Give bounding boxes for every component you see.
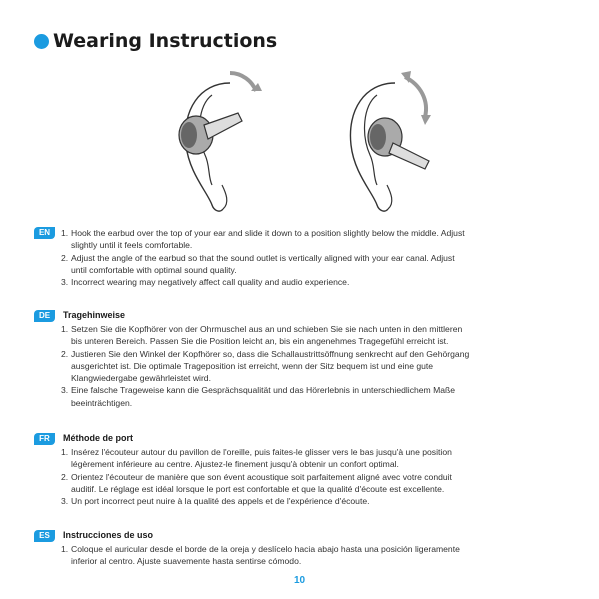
page-title: Wearing Instructions bbox=[53, 30, 278, 52]
instruction-list-en bbox=[61, 227, 465, 288]
language-badge-fr: FR bbox=[34, 433, 55, 445]
language-badge-de: DE bbox=[34, 310, 55, 322]
list-item: 1. Coloque el auricular desde el borde de la oreja y deslícelo hacia abajo hasta una posición ligeramente inferior al centro. Ajuste suavemente hasta sentirse cómodo. bbox=[61, 544, 460, 567]
instruction-list-es bbox=[61, 543, 460, 568]
page-number: 10 bbox=[293, 575, 306, 586]
arrow-head-icon bbox=[421, 115, 431, 125]
list-item: 1. Insérez l'écouteur autour du pavillon de l'oreille, puis faites-le glisser vers le bas jusqu'à une position légèrement inférieure au centre. Ajustez-le finement jusqu'à obtenir un confort optimal. bbox=[61, 447, 452, 470]
rotate-arrow-icon bbox=[230, 73, 256, 91]
ear-lobe bbox=[222, 185, 227, 209]
list-item: 3. Incorrect wearing may negatively affect call quality and audio experience. bbox=[61, 277, 350, 288]
page-header bbox=[34, 30, 277, 52]
list-item: 2. Justieren Sie den Winkel der Kopfhörer so, dass die Schallaustrittsöffnung senkrecht auf den Gehörgang ausgerichtet ist. Die optimale Trageposition ist erreicht, wenn der Sitz bequem ist und eine gute Klangwiedergabe gewährleistet wird. bbox=[61, 348, 470, 384]
ear-adjust-angle-illustration bbox=[325, 65, 455, 215]
language-badge-es: ES bbox=[34, 530, 55, 542]
earbud-icon bbox=[179, 113, 242, 154]
rotate-arrow-icon bbox=[405, 77, 426, 117]
earbud-icon bbox=[368, 118, 429, 169]
instruction-list-de bbox=[61, 323, 469, 409]
list-item: 1. Setzen Sie die Kopfhörer von der Ohrmuschel aus an und schieben Sie sie nach unten in den mittleren bis unteren Bereich. Passen Sie die Position leicht an, bis ein angenehmes Tragegefühl erreicht ist. bbox=[61, 324, 463, 347]
list-item: 2. Adjust the angle of the earbud so that the sound outlet is vertically aligned with your ear canal. Adjust until comfortable with optimal sound quality. bbox=[61, 252, 455, 275]
ear-slide-down-illustration bbox=[160, 65, 290, 215]
language-badge-en: EN bbox=[34, 227, 55, 239]
list-item: 3. Eine falsche Trageweise kann die Gesprächsqualität und das Hörerlebnis in unterschiedlichem Maße beeinträchtigen. bbox=[61, 385, 456, 408]
section-title-de: Tragehinweise bbox=[63, 310, 126, 320]
section-title-es: Instrucciones de uso bbox=[63, 530, 154, 540]
list-item: 2. Orientez l'écouteur de manière que son évent acoustique soit parfaitement aligné avec votre conduit auditif. Le réglage est idéal lorsque le port est confortable et que la qualité d'écoute est excellente. bbox=[61, 471, 452, 494]
ear-lobe bbox=[387, 185, 392, 209]
list-item: 3. Un port incorrect peut nuire à la qualité des appels et de l'expérience d'écoute. bbox=[61, 496, 370, 507]
section-title-fr: Méthode de port bbox=[63, 433, 133, 443]
title-bullet-icon bbox=[34, 34, 49, 49]
list-item: 1. Hook the earbud over the top of your ear and slide it down to a position slightly below the middle. Adjust slightly until it feels comfortable. bbox=[61, 228, 465, 251]
instruction-list-fr bbox=[61, 446, 452, 507]
